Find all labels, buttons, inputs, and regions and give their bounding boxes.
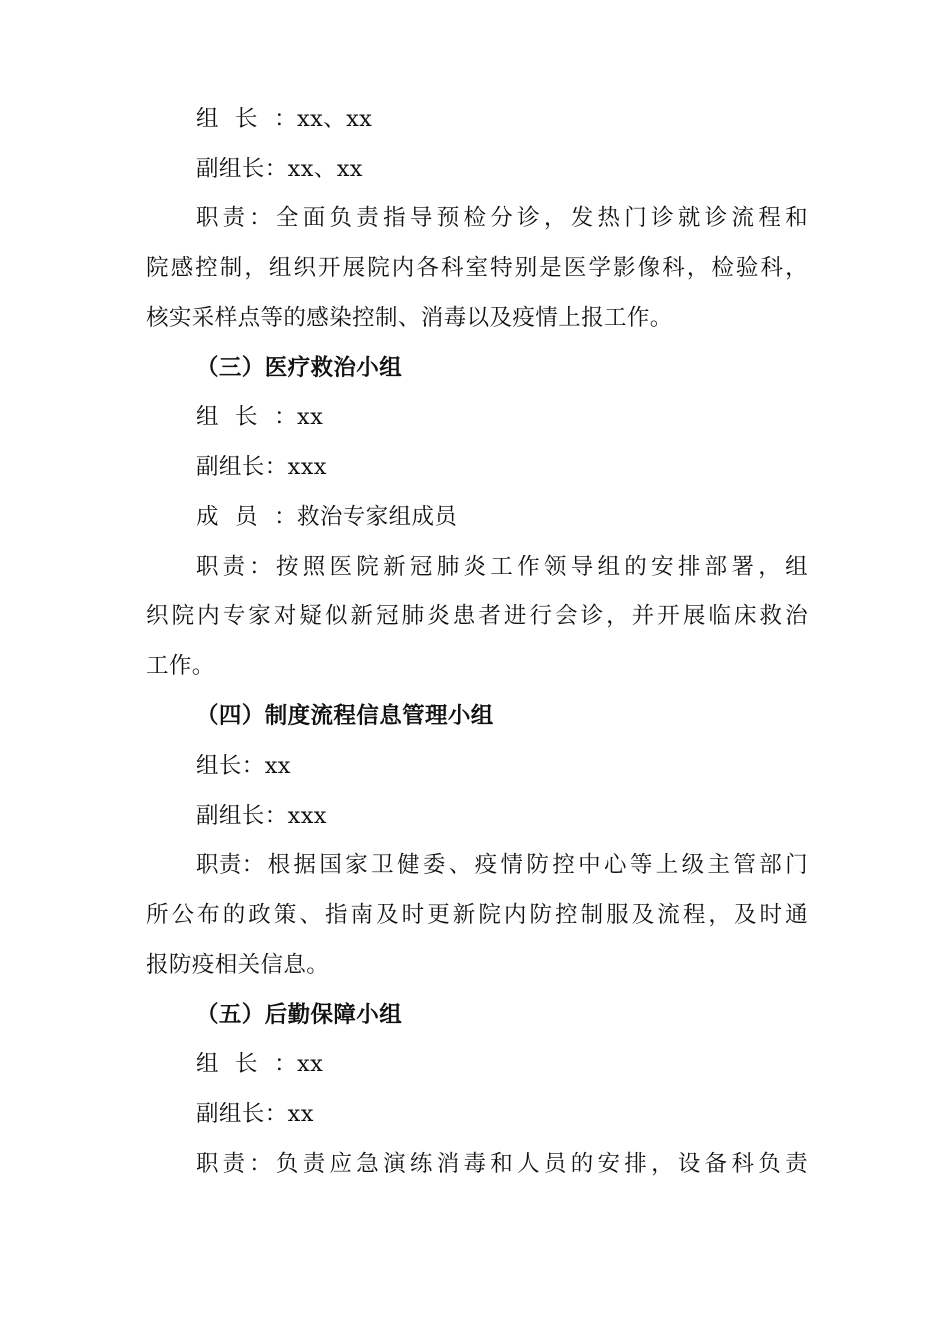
duty-label: 职责： xyxy=(196,852,265,878)
info-duty-line-3: 报防疫相关信息。 xyxy=(146,952,330,978)
deputy-value: xxx xyxy=(287,803,327,829)
logistics-duty-line-1 xyxy=(196,1144,808,1184)
duty-label: 职责： xyxy=(196,1151,272,1177)
info-deputy-line xyxy=(196,796,808,836)
duty-label: 职责： xyxy=(196,205,272,231)
duty-text: 全面负责指导预检分诊，发热门诊就诊流程和 xyxy=(272,205,808,231)
member-value: 救治专家组成员 xyxy=(297,504,458,530)
intro-duty-line-3: 核实采样点等的感染控制、消毒以及疫情上报工作。 xyxy=(146,305,673,331)
intro-deputy-line xyxy=(196,149,808,189)
leader-value: xx、xx xyxy=(297,106,373,132)
deputy-label: 副组长： xyxy=(196,454,288,480)
leader-label: 组长： xyxy=(196,753,265,779)
deputy-value: xx、xx xyxy=(287,156,363,182)
leader-label: 组长： xyxy=(196,1051,297,1077)
info-duty-line-2: 所公布的政策、指南及时更新院内防控制服及流程，及时通 xyxy=(146,902,808,928)
deputy-value: xxx xyxy=(287,454,327,480)
medical-duty-line-3: 工作。 xyxy=(146,653,215,679)
duty-text: 负责应急演练消毒和人员的安排，设备科负责 xyxy=(272,1151,808,1177)
intro-duty-line-1 xyxy=(196,198,808,238)
leader-value: xx xyxy=(297,404,324,430)
member-label: 成员： xyxy=(196,504,297,530)
leader-label: 组长： xyxy=(196,404,297,430)
medical-duty-line-2: 织院内专家对疑似新冠肺炎患者进行会诊，并开展临床救治 xyxy=(146,603,808,629)
deputy-value: xx xyxy=(287,1101,314,1127)
deputy-label: 副组长： xyxy=(196,803,288,829)
info-leader-line xyxy=(196,746,808,786)
info-group-heading: （四）制度流程信息管理小组 xyxy=(196,703,494,729)
medical-deputy-line xyxy=(196,447,808,487)
logistics-deputy-line xyxy=(196,1094,808,1134)
info-duty-line-1 xyxy=(196,845,808,885)
leader-label: 组长： xyxy=(196,106,297,132)
medical-duty-line-1 xyxy=(196,547,808,587)
deputy-label: 副组长： xyxy=(196,156,288,182)
medical-leader-line xyxy=(196,397,808,437)
deputy-label: 副组长： xyxy=(196,1101,288,1127)
intro-duty-line-2: 院感控制，组织开展院内各科室特别是医学影像科，检验科， xyxy=(146,255,808,281)
logistics-group-heading: （五）后勤保障小组 xyxy=(196,1002,403,1028)
duty-text: 按照医院新冠肺炎工作领导组的安排部署，组 xyxy=(272,554,808,580)
medical-member-line xyxy=(196,497,808,537)
medical-group-heading: （三）医疗救治小组 xyxy=(196,355,403,381)
duty-label: 职责： xyxy=(196,554,272,580)
logistics-leader-line xyxy=(196,1044,808,1084)
intro-leader-line xyxy=(196,99,808,139)
leader-value: xx xyxy=(264,753,291,779)
leader-value: xx xyxy=(297,1051,324,1077)
duty-text: 根据国家卫健委、疫情防控中心等上级主管部门 xyxy=(264,852,808,878)
